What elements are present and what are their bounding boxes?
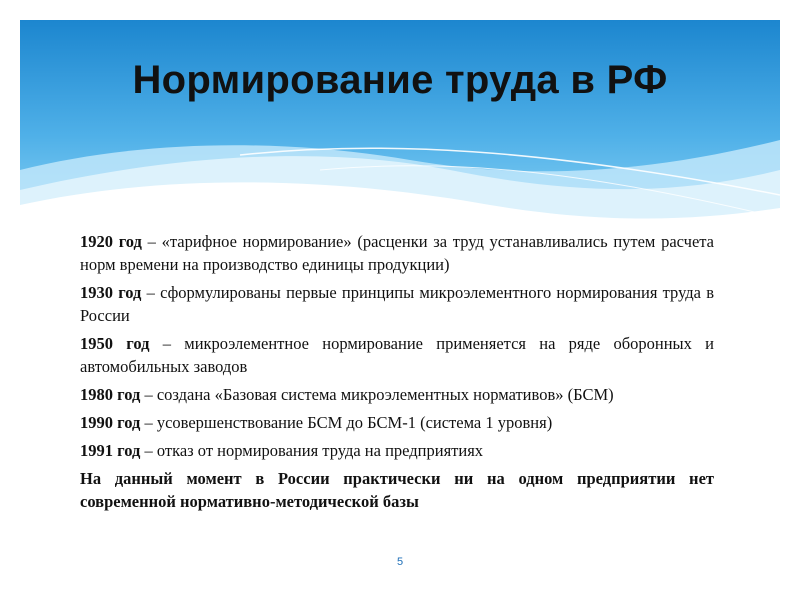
timeline-item-1920 (80, 230, 714, 276)
item-year: 1950 год (80, 334, 150, 353)
item-year: 1991 год (80, 441, 141, 460)
timeline-item-1950 (80, 332, 714, 378)
timeline-item-1980 (80, 383, 714, 406)
item-text: – микроэлементное нормирование применяется на ряде оборонных и автомобильных заводов (80, 334, 714, 376)
timeline-list (80, 230, 714, 518)
item-year: 1980 год (80, 385, 141, 404)
slide-title: Нормирование труда в РФ (132, 58, 668, 102)
item-text: – создана «Базовая система микроэлементных нормативов» (БСМ) (140, 385, 614, 404)
timeline-item-1990 (80, 411, 714, 434)
header-banner (20, 20, 780, 230)
page-number: 5 (396, 556, 404, 568)
item-year: 1990 год (80, 413, 141, 432)
item-text: – «тарифное нормирование» (расценки за труд устанавливались путем расчета норм времени на производство единицы продукции) (80, 232, 715, 274)
item-text: – усовершенствование БСМ до БСМ-1 (система 1 уровня) (140, 413, 553, 432)
timeline-item-1991 (80, 439, 714, 462)
item-year: 1920 год (80, 232, 142, 251)
item-text: – сформулированы первые принципы микроэлементного нормирования труда в России (80, 283, 714, 325)
item-year: 1930 год (80, 283, 142, 302)
conclusion-text: На данный момент в России практически ни на одном предприятии нет современной нормативно-методической базы (80, 469, 714, 511)
sky-wave-background (20, 20, 780, 230)
timeline-item-1930 (80, 281, 714, 327)
item-text: – отказ от нормирования труда на предприятиях (140, 441, 484, 460)
